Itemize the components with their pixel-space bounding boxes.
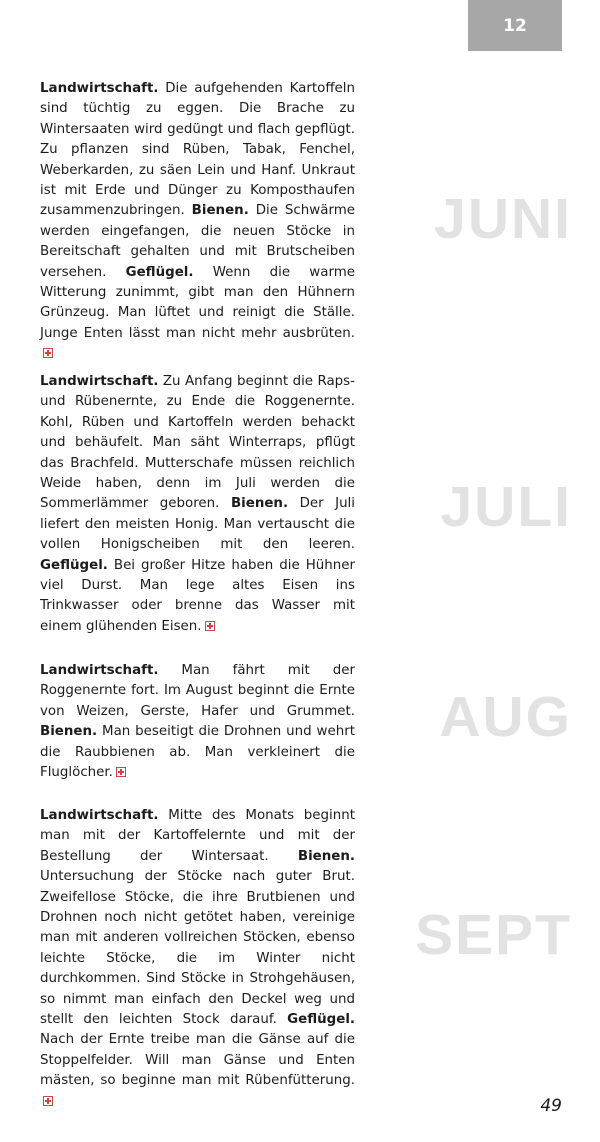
section-paragraph [40,661,355,783]
paragraph-text: Man fährt mit der Roggenernte fort. Im August beginnt die Ernte von Weizen, Gerste, Hafer und Grummet. [40,663,355,719]
heading-gefluegel: Geflügel. [125,264,194,280]
paragraph-text: Der Juli liefert den meisten Honig. Man vertauscht die vollen Honigscheiben mit den leeren. [40,496,355,553]
end-mark-icon [116,767,126,777]
paragraph-text: Bei großer Hitze haben die Hühner viel Durst. Man lege altes Eisen ins Trinkwasser oder brenne das Wasser mit einem glühenden Eisen. [40,557,355,634]
section-paragraph [40,79,355,365]
paragraph-text: Die Schwärme werden eingefangen, die neuen Stöcke in Bereitschaft gehalten und mit Brutscheiben versehen. [40,203,355,280]
end-mark-icon [43,348,53,358]
section-paragraph [40,806,355,1112]
heading-bienen: Bienen. [191,203,249,219]
paragraph-text: Man beseitigt die Drohnen und wehrt die Raubbienen ab. Man verkleinert die Fluglöcher. [40,724,355,781]
month-label-aug: AUG [439,685,572,749]
heading-bienen: Bienen. [230,496,289,512]
chapter-number: 12 [503,15,527,36]
chapter-number-tab [468,0,562,51]
page-number: 49 [540,1096,562,1116]
heading-landwirtschaft: Landwirtschaft. [40,663,159,678]
paragraph-text: Zu Anfang beginnt die Raps- und Rübenernte, zu Ende die Roggenernte. Kohl, Rüben und Kartoffeln werden behackt und behäufelt. Man säht Winterraps, pflügt das Brachfeld. Mutterschafe müssen reichlich Weide haben, denn im Juli werden die Sommerlämmer geboren. [40,374,355,512]
end-mark-icon [43,1096,53,1106]
heading-gefluegel: Geflügel. [40,557,108,573]
heading-bienen: Bienen. [297,848,355,864]
heading-bienen: Bienen. [40,724,98,740]
paragraph-text: Mitte des Monats beginnt man mit der Kartoffelernte und mit der Bestellung der Wintersaat. [40,808,355,864]
section-aug [40,661,355,783]
section-juli [40,372,355,637]
paragraph-text: Wenn die warme Witterung zunimmt, gibt man den Hühnern Grünzeug. Man lüftet und reinigt die Ställe. Junge Enten lässt man nicht mehr ausbrüten. [40,264,355,341]
heading-landwirtschaft: Landwirtschaft. [40,808,159,823]
heading-landwirtschaft: Landwirtschaft. [40,374,159,389]
heading-gefluegel: Geflügel. [287,1012,356,1028]
paragraph-text: Die aufgehenden Kartoffeln sind tüchtig zu eggen. Die Brache zu Wintersaaten wird gedüngt und flach gepflügt. Zu pflanzen sind Rüben, Tabak, Fenchel, Weberkarden, zu säen Lein und Hanf. Unkraut ist mit Erde und Dünger zu Komposthaufen zusammenzubringen. [40,81,355,219]
section-juni [40,79,355,365]
section-paragraph [40,372,355,637]
section-sept [40,806,355,1112]
month-label-sept: SEPT [415,903,572,967]
end-mark-icon [205,621,215,631]
month-label-juni: JUNI [434,187,572,251]
paragraph-text: Nach der Ernte treibe man die Gänse auf die Stoppelfelder. Will man Gänse und Enten mästen, so beginne man mit Rübenfütterung. [40,1032,355,1089]
heading-landwirtschaft: Landwirtschaft. [40,81,159,96]
paragraph-text: Untersuchung der Stöcke nach guter Brut. Zweifellose Stöcke, die ihre Brutbienen und Drohnen noch nicht getötet haben, vereinige man mit anderen vollreichen Stöcken, ebenso leichte Stöcke, die im Winter nicht durchkommen. Sind Stöcke in Strohgehäusen, so nimmt man einfach den Deckel weg und stellt den leichten Stock darauf. [40,869,355,1028]
month-label-juli: JULI [440,475,572,539]
